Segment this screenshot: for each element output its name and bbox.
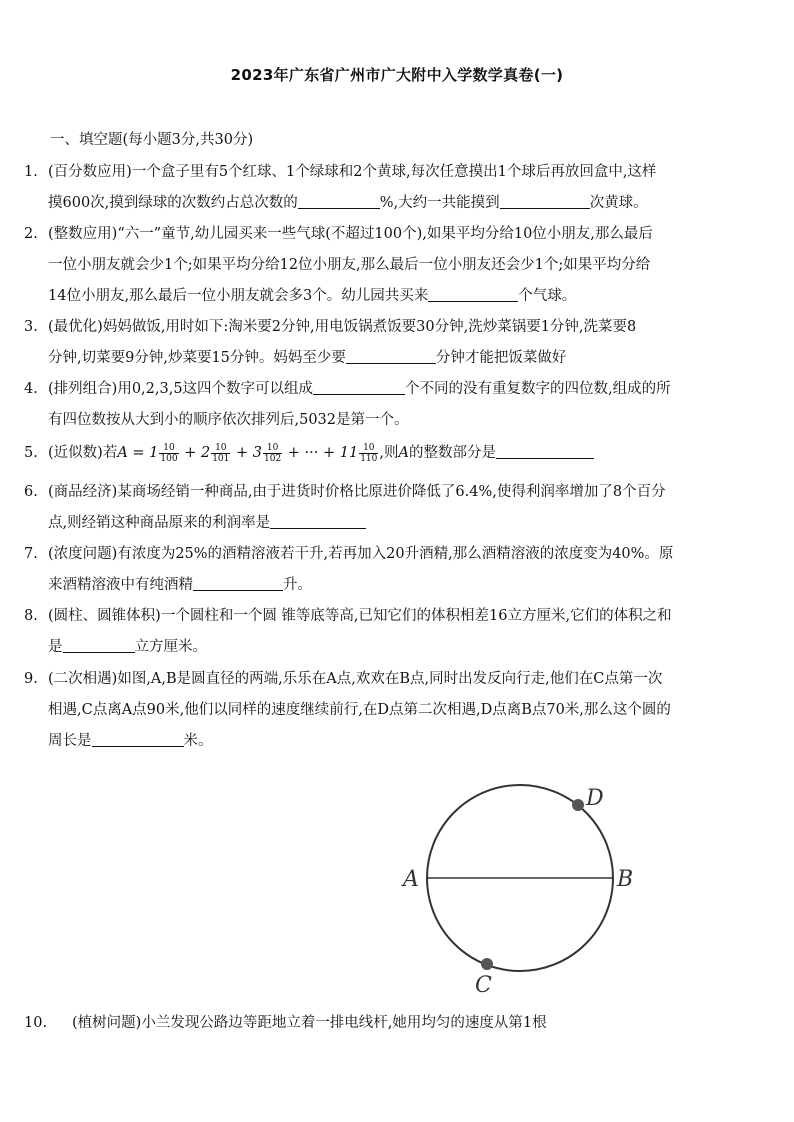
fraction-numerator: 10 xyxy=(359,443,378,454)
question-text: (植树问题)小兰发现公路边等距地立着一排电线杆,她用均匀的速度从第1根 xyxy=(72,1015,547,1031)
label-b: B xyxy=(617,867,634,892)
answer-blank[interactable] xyxy=(346,345,436,364)
question-number: 5. xyxy=(24,445,38,461)
fraction xyxy=(159,443,178,464)
question-text: 来酒精溶液中有纯酒精 xyxy=(48,577,193,593)
circle-figure xyxy=(395,775,645,1000)
question-text: 点,则经销这种商品原来的利润率是 xyxy=(48,515,271,531)
math-ellipsis: + ··· + 11 xyxy=(287,445,359,461)
question-5 xyxy=(24,438,774,469)
answer-blank[interactable] xyxy=(193,572,283,591)
fraction xyxy=(263,443,282,464)
math-plus: + xyxy=(184,445,197,461)
point-d-marker xyxy=(572,799,584,811)
question-number: 4. xyxy=(24,381,38,397)
question-text: 次黄球。 xyxy=(589,195,648,211)
circle-diagram xyxy=(395,775,645,1000)
question-10 xyxy=(24,1008,547,1039)
question-text: 个不同的没有重复数字的四位数,组成的所 xyxy=(405,381,671,397)
question-text: (排列组合)用0,2,3,5这四个数字可以组成 xyxy=(48,381,314,397)
question-text-line: (最优化)妈妈做饭,用时如下:淘米要2分钟,用电饭锅煮饭要30分钟,洗炒菜锅要1分钟,洗菜要8 xyxy=(48,319,637,335)
question-text: 立方厘米。 xyxy=(134,639,207,655)
question-text: 是 xyxy=(48,639,63,655)
fraction-denominator: 110 xyxy=(360,453,378,464)
question-text: 周长是 xyxy=(48,733,92,749)
question-text: %,大约一共能摸到 xyxy=(379,195,500,211)
question-6 xyxy=(24,477,774,539)
question-7 xyxy=(24,539,774,601)
question-text-line: 相遇,C点离A点90米,他们以同样的速度继续前行,在D点第二次相遇,D点离B点70米,那么这个圆的 xyxy=(48,702,671,718)
question-text-line: (圆柱、圆锥体积)一个圆柱和一个圆 锥等底等高,已知它们的体积相差16立方厘米,它们的体积之和 xyxy=(48,608,672,624)
question-number: 10. xyxy=(24,1015,48,1031)
math-term: 2 xyxy=(200,445,211,461)
section-heading: 一、填空题(每小题3分,共30分) xyxy=(50,132,254,148)
answer-blank[interactable] xyxy=(500,190,590,209)
question-text-line: (二次相遇)如图,A,B是圆直径的两端,乐乐在A点,欢欢在B点,同时出发反向行走,他们在C点第一次 xyxy=(48,671,663,687)
question-3 xyxy=(24,312,774,374)
question-text-line: 有四位数按从大到小的顺序依次排列后,5032是第一个。 xyxy=(48,412,409,428)
answer-blank[interactable] xyxy=(270,510,366,529)
answer-blank[interactable] xyxy=(313,376,405,395)
question-1 xyxy=(24,157,774,219)
label-a: A xyxy=(403,867,419,892)
question-number: 3. xyxy=(24,319,38,335)
label-c: C xyxy=(475,973,492,998)
answer-blank[interactable] xyxy=(298,190,380,209)
math-lhs: A = 1 xyxy=(117,445,159,461)
question-text-line: 一位小朋友就会少1个;如果平均分给12位小朋友,那么最后一位小朋友还会少1个;如果平均分给 xyxy=(48,257,651,273)
question-text: 14位小朋友,那么最后一位小朋友就会多3个。幼儿园共买来 xyxy=(48,288,429,304)
fraction xyxy=(359,443,378,464)
question-text-line: (商品经济)某商场经销一种商品,由于进货时价格比原进价降低了6.4%,使得利润率增加了8个百分 xyxy=(48,484,666,500)
fraction-denominator: 102 xyxy=(264,453,282,464)
question-text: 分钟才能把饭菜做好 xyxy=(435,350,567,366)
answer-blank[interactable] xyxy=(496,440,594,459)
math-variable: A xyxy=(398,445,409,461)
question-text: 摸600次,摸到绿球的次数约占总次数的 xyxy=(48,195,298,211)
question-text: 的整数部分是 xyxy=(408,445,496,461)
answer-blank[interactable] xyxy=(92,728,184,747)
question-text-line: (百分数应用)一个盒子里有5个红球、1个绿球和2个黄球,每次任意摸出1个球后再放回盒中,这样 xyxy=(48,164,657,180)
label-d: D xyxy=(586,786,604,811)
fraction-numerator: 10 xyxy=(159,443,178,454)
math-term: 3 xyxy=(252,445,262,461)
question-text: 个气球。 xyxy=(518,288,577,304)
question-text: (近似数)若 xyxy=(48,445,118,461)
fraction xyxy=(211,443,230,464)
point-c-marker xyxy=(481,958,493,970)
question-number: 1. xyxy=(24,164,38,180)
question-text-line: (浓度问题)有浓度为25%的酒精溶液若干升,若再加入20升酒精,那么酒精溶液的浓度变为40%。原 xyxy=(48,546,674,562)
question-8 xyxy=(24,601,774,663)
fraction-denominator: 100 xyxy=(160,453,178,464)
question-text: 分钟,切菜要9分钟,炒菜要15分钟。妈妈至少要 xyxy=(48,350,346,366)
question-4 xyxy=(24,374,774,436)
fraction-numerator: 10 xyxy=(263,443,282,454)
question-text: ,则 xyxy=(379,445,399,461)
question-text-line: (整数应用)“六一”童节,幼儿园买来一些气球(不超过100个),如果平均分给10位小朋友,那么最后 xyxy=(48,226,653,242)
question-number: 7. xyxy=(24,546,38,562)
question-2 xyxy=(24,219,774,312)
question-number: 8. xyxy=(24,608,38,624)
answer-blank[interactable] xyxy=(63,634,135,653)
fraction-numerator: 10 xyxy=(211,443,230,454)
question-number: 6. xyxy=(24,484,38,500)
math-plus: + xyxy=(236,445,249,461)
answer-blank[interactable] xyxy=(428,283,518,302)
question-9 xyxy=(24,664,774,757)
question-number: 9. xyxy=(24,671,38,687)
question-text: 米。 xyxy=(183,733,213,749)
fraction-denominator: 101 xyxy=(212,453,230,464)
question-text: 升。 xyxy=(283,577,312,593)
page-title: 2023年广东省广州市广大附中入学数学真卷(一) xyxy=(230,66,564,84)
question-number: 2. xyxy=(24,226,38,242)
